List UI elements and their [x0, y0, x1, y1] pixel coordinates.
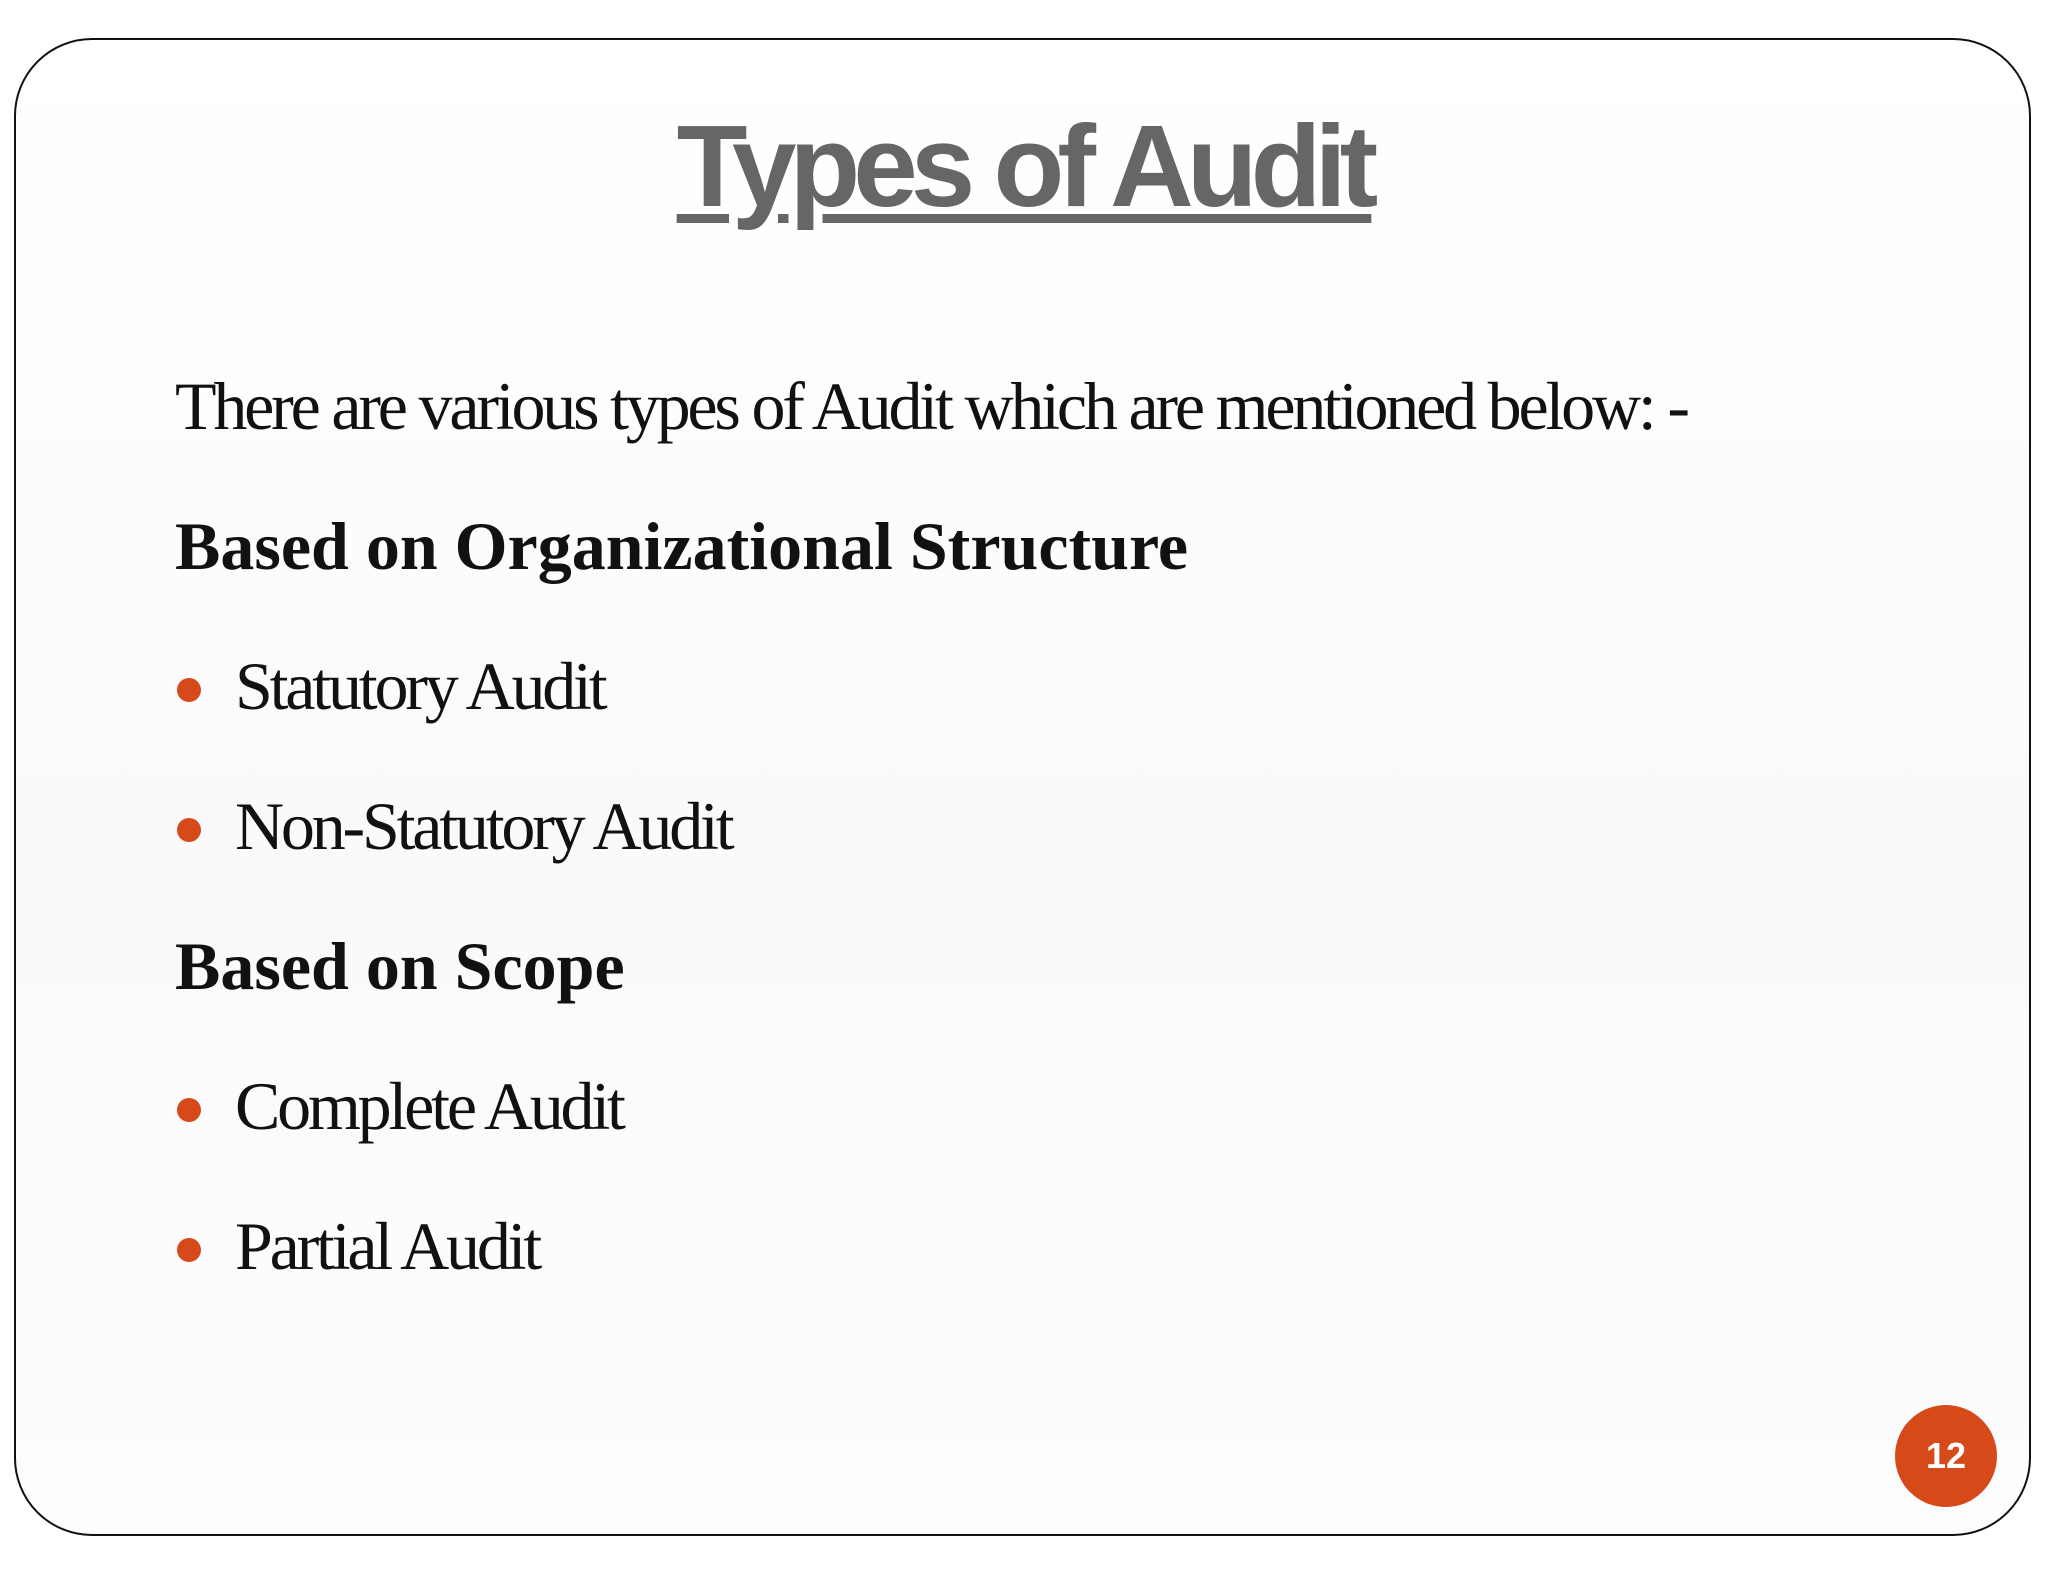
list-item [175, 788, 1988, 864]
intro-text: There are various types of Audit which are mentioned below: - [175, 368, 1687, 444]
bullet-list-organizational-structure [175, 648, 1988, 864]
section-heading-organizational-structure: Based on Organizational Structure [175, 508, 1189, 584]
bullet-dot-icon [177, 1098, 201, 1122]
list-item-label: Complete Audit [235, 1068, 623, 1144]
bullet-dot-icon [177, 818, 201, 842]
slide-content [175, 368, 1988, 1352]
list-item [175, 1068, 1988, 1144]
bullet-list-scope [175, 1068, 1988, 1284]
list-item [175, 1208, 1988, 1284]
page-number-badge [1895, 1405, 1997, 1507]
list-item-label: Statutory Audit [235, 648, 605, 724]
section-heading-scope: Based on Scope [175, 928, 625, 1004]
list-item-label: Partial Audit [235, 1208, 540, 1284]
list-item [175, 648, 1988, 724]
page-number: 12 [1925, 1435, 1967, 1476]
bullet-dot-icon [177, 678, 201, 702]
bullet-dot-icon [177, 1238, 201, 1262]
slide-title: Types of Audit [676, 101, 1372, 231]
list-item-label: Non-Statutory Audit [235, 788, 732, 864]
